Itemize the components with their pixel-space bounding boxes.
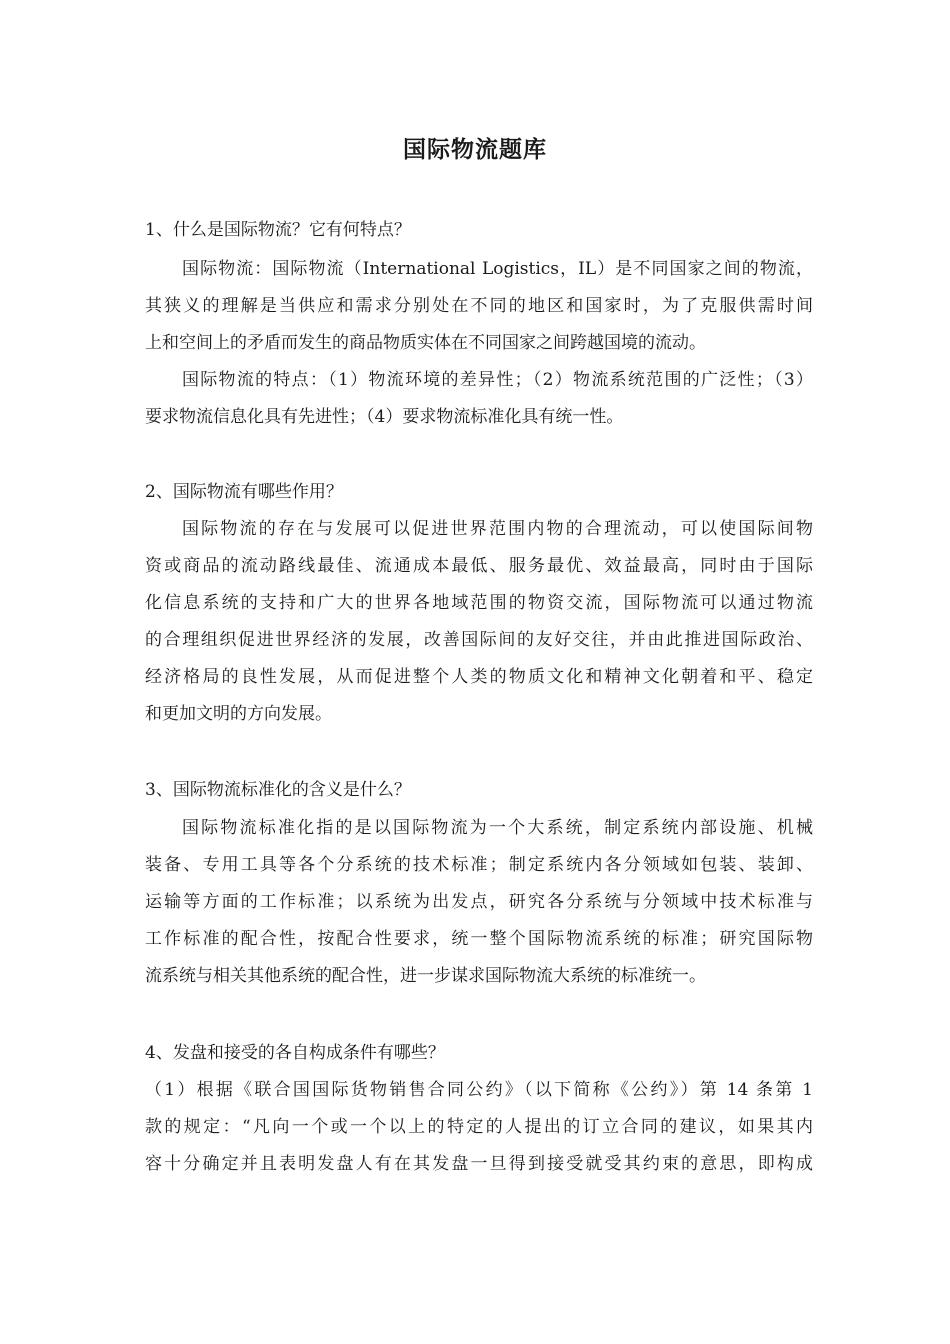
paragraph-line: 工作标准的配合性，按配合性要求，统一整个国际物流系统的标准；研究国际物: [145, 929, 813, 949]
paragraph-line: 经济格局的良性发展，从而促进整个人类的物质文化和精神文化朝着和平、稳定: [145, 667, 813, 687]
paragraph-line: 国际物流的存在与发展可以促进世界范围内物的合理流动，可以使国际间物: [182, 519, 813, 539]
paragraph-line: 款的规定：“凡向一个或一个以上的特定的人提出的订立合同的建议，如果其内: [145, 1117, 813, 1137]
paragraph-line: 化信息系统的支持和广大的世界各地域范围的物资交流，国际物流可以通过物流: [145, 593, 813, 613]
paragraph-line: 和更加文明的方向发展。: [145, 704, 332, 724]
paragraph-line: 国际物流：国际物流（International Logistics，IL）是不同国家之间的物流，: [182, 259, 813, 279]
paragraph-line: 上和空间上的矛盾而发生的商品物质实体在不同国家之间跨越国境的流动。: [145, 333, 706, 353]
paragraph-line: 国际物流的特点：（1）物流环境的差异性；（2）物流系统范围的广泛性；（3）: [182, 370, 813, 390]
question-heading-2: 2、国际物流有哪些作用？: [145, 482, 343, 502]
paragraph-line: 其狭义的理解是当供应和需求分别处在不同的地区和国家时，为了克服供需时间: [145, 296, 813, 316]
paragraph-line: 运输等方面的工作标准；以系统为出发点，研究各分系统与分领域中技术标准与: [145, 892, 813, 912]
question-heading-4: 4、发盘和接受的各自构成条件有哪些？: [145, 1043, 445, 1063]
page-title: 国际物流题库: [403, 136, 547, 163]
paragraph-line: （1）根据《联合国国际货物销售合同公约》（以下简称《公约》）第 14 条第 1: [145, 1080, 813, 1100]
question-heading-1: 1、什么是国际物流？它有何特点？: [145, 220, 411, 240]
paragraph-line: 流系统与相关其他系统的配合性，进一步谋求国际物流大系统的标准统一。: [145, 966, 706, 986]
paragraph-line: 容十分确定并且表明发盘人有在其发盘一旦得到接受就受其约束的意思，即构成: [145, 1154, 813, 1174]
paragraph-line: 要求物流信息化具有先进性；（4）要求物流标准化具有统一性。: [145, 407, 624, 427]
paragraph-line: 的合理组织促进世界经济的发展，改善国际间的友好交往，并由此推进国际政治、: [145, 630, 813, 650]
paragraph-line: 国际物流标准化指的是以国际物流为一个大系统，制定系统内部设施、机械: [182, 818, 813, 838]
question-heading-3: 3、国际物流标准化的含义是什么？: [145, 780, 411, 800]
paragraph-line: 装备、专用工具等各个分系统的技术标准；制定系统内各分领域如包装、装卸、: [145, 855, 813, 875]
paragraph-line: 资或商品的流动路线最佳、流通成本最低、服务最优、效益最高，同时由于国际: [145, 556, 813, 576]
